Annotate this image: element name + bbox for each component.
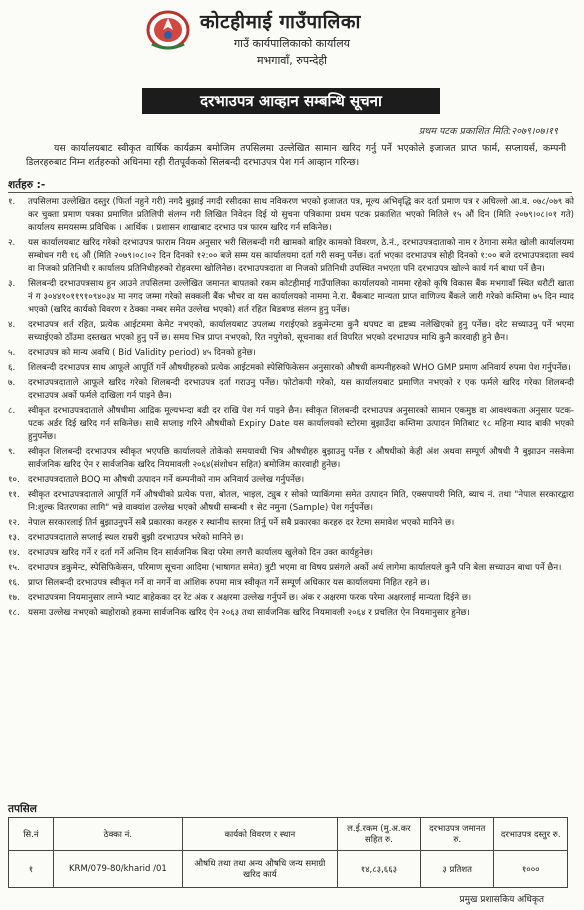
notice-intro: यस कार्यालयबाट स्वीकृत वार्षिक कार्यक्रम बमोजिम तपसिलमा उल्लेखित सामान खरिद गर्नु पर्ने भएकोले इजाजत प्राप्त फार्म, सप्लायर्स, कम्पनी डिलरहरुबाट निम्न शर्तहरुको अधिनमा रही रीतपूर्वकको सिलबन्दी दरभाउपत्र पेश गर्न आव्हान गरिन्छ। <box>26 143 566 168</box>
table-header-row <box>9 818 568 851</box>
schedule-heading: तपसिल <box>8 803 37 815</box>
condition-text: दरभाउपत्रदाताले सप्लाई स्थल राम्ररी बुझी दरभाउपत्र भरेको मानिने छ। <box>28 533 244 543</box>
condition-number: १२. <box>8 517 20 528</box>
conditions-list <box>8 196 574 623</box>
condition-number: ९. <box>8 446 16 457</box>
condition-text: सिलबन्दी दरभाउपत्रसाथ हुन आउने तपसिलमा उल्लेखित जमानत बापतको रकम कोटहीमाई गाउँपालिका कार्यालयको नाममा रहेको कृषि विकास बैंक मभगावाँ स्थित धरौटी खाता नं ग ३०४४१०११९१०९४०३४ मा नगद जम्मा गरेको सक्कली बैंक भौचर वा यस कार्यालयको नाममा ने.रा. बैंकबाट मान्यता प्राप्त वाणिज्य बैंकले जारी गरेको कम्तिमा ७५ दिन म्याद भएको (खरिद कार्यको विवरण र ठेक्का नम्बर समेत उल्लेख भएको) शर्त रहित बिडबण्ड संलग्न हुनु पर्नेछ। <box>28 278 574 315</box>
condition-text: दरभाउपत्रदाताले आफूले खरिद गरेको शिलबन्दी दरभाउपत्र दर्ता गराउनु पर्नेछ। फोटोकपी गरेको, यस कार्यालयबाट प्रमाणित नभएको र एक फर्मले खरिद गरेका शिलबन्दी दरभाउपत्र अर्को फर्मले दाखिला गर्न पाइने छैन। <box>28 377 574 401</box>
security-cell: ३ प्रतिशत <box>420 851 494 888</box>
condition-text: स्वीकृत शिलबन्दी दरभाउपत्र स्वीकृत भएपछि कार्यालयले तोकेको समयावधी भित्र औषधीहरु बुझाउनु पर्नेछ र औषधीको केही अंश अथवा सम्पूर्ण औषधी नै बुझाउन नसकेमा सार्वजनिक खरिद ऐन र सार्वजनिक खरिद नियमावली २०६४(संशोधन सहित) बमोजिम कारवाही हुनेछ। <box>28 446 574 470</box>
condition-number: ७. <box>8 377 16 388</box>
condition-item <box>8 237 574 276</box>
condition-number: १६. <box>8 578 20 589</box>
condition-item <box>8 319 574 345</box>
contract-number-cell: KRM/079-80/kharid /01 <box>53 851 182 888</box>
divider <box>8 192 572 193</box>
condition-item <box>8 196 574 235</box>
condition-number: ३. <box>8 278 16 289</box>
condition-number: ८. <box>8 405 16 416</box>
condition-item <box>8 347 574 360</box>
condition-text: स्वीकृत दरभाउपत्रदाताले औषधीमा आद्रिक मूल्यभन्दा बढी दर राखि पेश गर्न पाइने छैन। स्वीकृत शिलबन्दी दरभाउपत्र अनुसारको सामान एकमुष्ठ वा आवश्यकता अनुसार पटक-पटक अर्डर दिई खरिद गर्न सकिनेछ। साथै सप्लाइ गरिने औषधीको Expiry Date यस कार्यालयको स्टोरमा बुझाउँदा कम्तिमा उत्पादन मितिबाट १८ महिना म्याद बाकी भएको हुनुपर्नेछ। <box>28 405 574 442</box>
condition-text: नेपाल सरकारलाई तिर्न बुझाउनुपर्ने सबै प्रकारका करहरु र स्थानीय स्तरमा तिर्नु पर्ने सबै प्रकारका करहरु दर रेटमा समावेश भएको मानिने छ। <box>28 517 455 528</box>
column-header: सि.नं <box>9 818 54 851</box>
table-row <box>9 851 568 888</box>
condition-item <box>8 592 574 605</box>
conditions-heading: शर्तहरु :- <box>8 179 46 191</box>
condition-number: १७. <box>8 593 20 604</box>
office-address: मभगावाँ, रुपन्देही <box>256 54 328 67</box>
condition-text: यसमा उल्लेख नभएको ब्यहोराको हकमा सार्वजनिक खरिद ऐन २०६३ तथा सार्वजनिक खरिद नियमावली २०६४ र प्रचलित ऐन नियमानुसार हुनेछ। <box>28 608 470 619</box>
condition-number: १०. <box>8 474 20 485</box>
condition-text: स्वीकृत दरभाउपत्रदाताले आपूर्ति गर्ने औषधीको प्रत्येक पत्ता, बोतल, भाइल, ट्युब र सोको प्याकिंगमा समेत उत्पादन मिति, एक्सपायरी मिति, ब्याच नं. तथा "नेपाल सरकारद्वारा नि:शुल्क वितरणका लागि" भन्ने वाक्यांश उल्लेख भएको औषधी सम्बन्धी १ सेट नमुना (Sample) पेश गर्नुपर्नेछ। <box>28 489 574 513</box>
fee-cell: १००० <box>494 851 568 888</box>
column-header: दरभाउपत्र दस्तुर रु. <box>494 818 568 851</box>
condition-number: २. <box>8 237 16 248</box>
condition-text: दरभाउपत्र शर्त रहित, प्रत्येक आईटममा केमेट नभएको, कार्यालयबाट उपलब्ध गराईएको डकुमेन्टमा कुनै थपघट वा द्रष्टब्य नलेखिएको हुनु पर्नेछ। दरेट सच्याउनु पर्ने भएमा सच्याईएको ठाँउमा दस्तखत भएको हुनु पर्ने छ। समय भित्र प्राप्त नभएको, रित नपुगेको, सूचनाका शर्त विपरित भएको दरभाउपत्र माथि कुनै कारवाही हुने छैन। <box>28 319 574 343</box>
office-name: गाउँ कार्यपालिकाको कार्यालय <box>233 37 351 50</box>
condition-text: शिलबन्दी दरभाउपत्र साथ आफूले आपूर्ति गर्ने औषधीहरुको प्रत्येक आईटमको स्पेसिफिकेसन अनुसारको औषधी कम्पनीहरुको WHO GMP प्रमाण अनिवार्य रुपमा पेश गर्नुपर्नेछ। <box>28 362 571 373</box>
notice-title-banner: दरभाउपत्र आव्हान सम्बन्धि सूचना <box>142 88 440 114</box>
condition-item <box>8 532 574 545</box>
condition-item <box>8 547 574 560</box>
condition-item <box>8 446 574 472</box>
condition-text: दरभाउपत्र खरिद गर्ने र दर्ता गर्ने अन्तिम दिन सार्वजनिक बिदा परेमा लगत्तै कार्यालय खुलेको दिन उक्त कार्यहुनेछ। <box>28 548 373 559</box>
condition-number: १४. <box>8 548 20 559</box>
condition-item <box>8 405 574 444</box>
first-publication-date: प्रथम पटक प्रकाशित मिति:२०७९।०७।१९ <box>418 126 558 137</box>
condition-number: १३. <box>8 533 20 543</box>
condition-text: प्राप्त सिलबन्दी दरभाउपत्र स्वीकृत गर्ने वा नगर्ने वा आंशिक रुपमा मात्र स्वीकृत गर्ने सम्पूर्ण अधिकार यस कार्यालयमा निहित रहने छ। <box>28 578 430 589</box>
column-header: ल.ई.रकम (मु.अ.कर सहित रु. <box>337 818 420 851</box>
estimate-cell: १४,८३,६६३ <box>337 851 420 888</box>
signature-title: प्रमुख प्रशासकिय अधिकृत <box>459 895 544 905</box>
condition-number: १. <box>8 197 16 207</box>
condition-item <box>8 474 574 487</box>
condition-text: यस कार्यालयबाट खरिद गरेको दरभाउपत्र फाराम नियम अनुसार भरी सिलबन्दी गरी खामको बाहिर कामको विवरण, ठे.नं., दरभाउपत्रदाताको नाम र ठेगाना समेत खोली कार्यालयमा सम्बोधन गरी १६ औं (मिति २०७९।०८।०२ दिन दिनको १२:०० बजे सम्म यस कार्यालयमा दर्ता गरी सक्नु पर्नेछ। दर्ता भएका दरभाउपत्र सोही दिनको १:०० बजे दरभाउपत्रदाता स्वयं वा निजको प्रतिनिधी र कार्यालय प्रतिनिधीहरुको रोहवरमा खोलिनेछ। दरभाउपत्रदाता वा निजको प्रतिनिधी उपस्थित नभएता पनि दरभाउपत्र खोल्ने कार्य गर्न बाधा पर्ने छैन। <box>28 237 574 274</box>
condition-item <box>8 562 574 575</box>
column-header: दरभाउपत्र जमानत रु. <box>420 818 494 851</box>
condition-item <box>8 489 574 515</box>
condition-item <box>8 607 574 620</box>
schedule-table <box>8 817 568 888</box>
condition-text: तपसिलमा उल्लेखित दस्तुर (फिर्ता नहुने गरी) नगदै बुझाई नगदी रसीदका साथ नविकरण भएको इजाजत पत्र, मूल्य अभिवृद्धि कर दर्ता प्रमाण पत्र र अघिल्लो आ.व. ०७८/०७९ को कर चुक्ता प्रमाण पत्रका प्रमाणित प्रतिलिपी संलग्न गरी लिखित निवेदन दिई यो सुचना पत्रिकामा प्रथम पटक प्रकाशित भएको मितिले १५ औं दिन (मिति २०७९।०८।०१ गते) कार्यालय समयसम्म प्रविधिक । आर्थिक । प्रशासन शाखाबाट दरभाउ पत्र फारम खरिद गर्न सकिनेछ। <box>28 197 574 233</box>
column-header: ठेक्का नं. <box>53 818 182 851</box>
condition-number: १५. <box>8 563 20 574</box>
serial-cell: १ <box>9 851 54 888</box>
condition-number: ६. <box>8 362 16 373</box>
condition-number: ४. <box>8 319 16 330</box>
condition-item <box>8 278 574 317</box>
condition-text: दरभाउपत्रदाताले BOQ मा औषधी उत्पादन गर्ने कम्पनीको नाम अनिवार्य उल्लेख गर्नुपर्नेछ। <box>28 474 305 485</box>
condition-item <box>8 362 574 375</box>
condition-item <box>8 377 574 403</box>
condition-number: ५. <box>8 347 16 358</box>
description-cell: औषधि तथा तथा अन्य औषधि जन्य समाग्री खरिद कार्य <box>182 851 337 888</box>
condition-number: १८. <box>8 608 20 619</box>
condition-text: दरभाउपत्रमा नियमानुसार लाग्ने भ्याट बाहेकका दर रेट अंक र अक्षरमा उल्लेख गर्नुपर्ने छ। अंक र अक्षरमा फरक परेमा अक्षरलाई मान्यता दिईने छ। <box>28 593 472 604</box>
condition-text: दरभाउपत्र डकुमेन्ट, स्पेसिफिकेसन, परिमाण सूचना आदिमा (भाषागत समेत) त्रुटी भएमा वा विषय प्रसंगले अर्को अर्थ लागेमा कार्यालयले कुनै पनि बेला सच्याउन बाधा पर्ने छैन। <box>28 563 562 574</box>
condition-text: दरभाउपत्र को मान्य अवधि ( Bid Validity period) ४५ दिनको हुनेछ। <box>28 347 256 358</box>
condition-number: ११. <box>8 489 20 500</box>
condition-item <box>8 577 574 590</box>
column-header: कार्यको विवरण र स्थान <box>182 818 337 851</box>
municipality-title: कोटहीमाई गाउँपालिका <box>200 11 361 33</box>
condition-item <box>8 517 574 530</box>
